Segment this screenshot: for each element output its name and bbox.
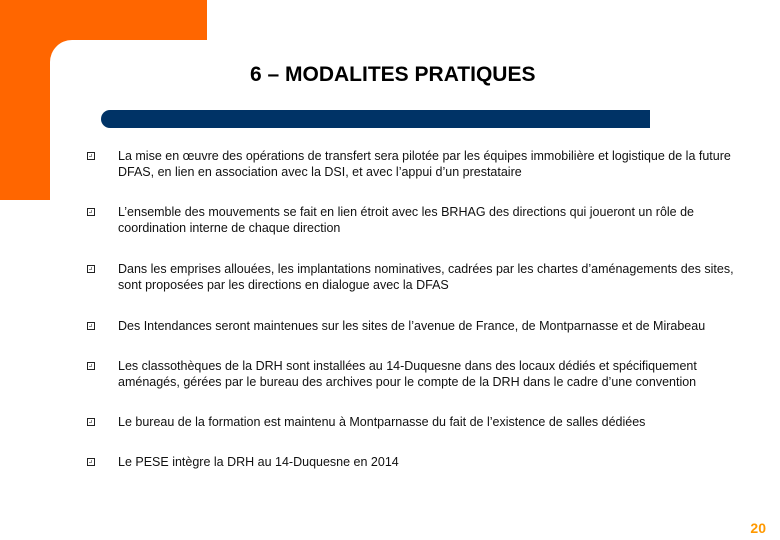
slide-title: 6 – MODALITES PRATIQUES [250, 63, 536, 86]
checkbox-bullet-icon [87, 152, 95, 160]
bullet-item [87, 358, 737, 390]
checkbox-bullet-icon [87, 322, 95, 330]
bullet-text: Les classothèques de la DRH sont installées au 14-Duquesne dans des locaux dédiés et spécifiquement aménagés, gérées par le bureau des archives pour le compte de la DRH dans le cadre d’une convention [118, 359, 697, 389]
checkbox-bullet-icon [87, 458, 95, 466]
checkbox-bullet-icon [87, 418, 95, 426]
bullet-item [87, 454, 737, 470]
bullet-text: Le PESE intègre la DRH au 14-Duquesne en 2014 [118, 455, 399, 469]
bullet-text: Dans les emprises allouées, les implantations nominatives, cadrées par les chartes d’aménagements des sites, sont proposées par les directions en dialogue avec la DFAS [118, 262, 734, 292]
bullet-item [87, 318, 737, 334]
checkbox-bullet-icon [87, 208, 95, 216]
bullet-item [87, 148, 737, 180]
bullet-list [87, 148, 737, 470]
checkbox-bullet-icon [87, 362, 95, 370]
bullet-item [87, 414, 737, 430]
bullet-item [87, 261, 737, 293]
bullet-text: Le bureau de la formation est maintenu à Montparnasse du fait de l’existence de salles dédiées [118, 415, 646, 429]
bullet-item [87, 204, 737, 236]
checkbox-bullet-icon [87, 265, 95, 273]
title-underline-bar [101, 110, 650, 128]
page-number: 20 [750, 520, 766, 536]
bullet-text: Des Intendances seront maintenues sur les sites de l’avenue de France, de Montparnasse et de Mirabeau [118, 319, 706, 333]
bullet-text: L’ensemble des mouvements se fait en lien étroit avec les BRHAG des directions qui joueront un rôle de coordination interne de chaque direction [118, 205, 695, 235]
bullet-text: La mise en œuvre des opérations de transfert sera pilotée par les équipes immobilière et logistique de la future DFAS, en lien en association avec la DSI, et avec l’appui d’un prestataire [118, 149, 731, 179]
